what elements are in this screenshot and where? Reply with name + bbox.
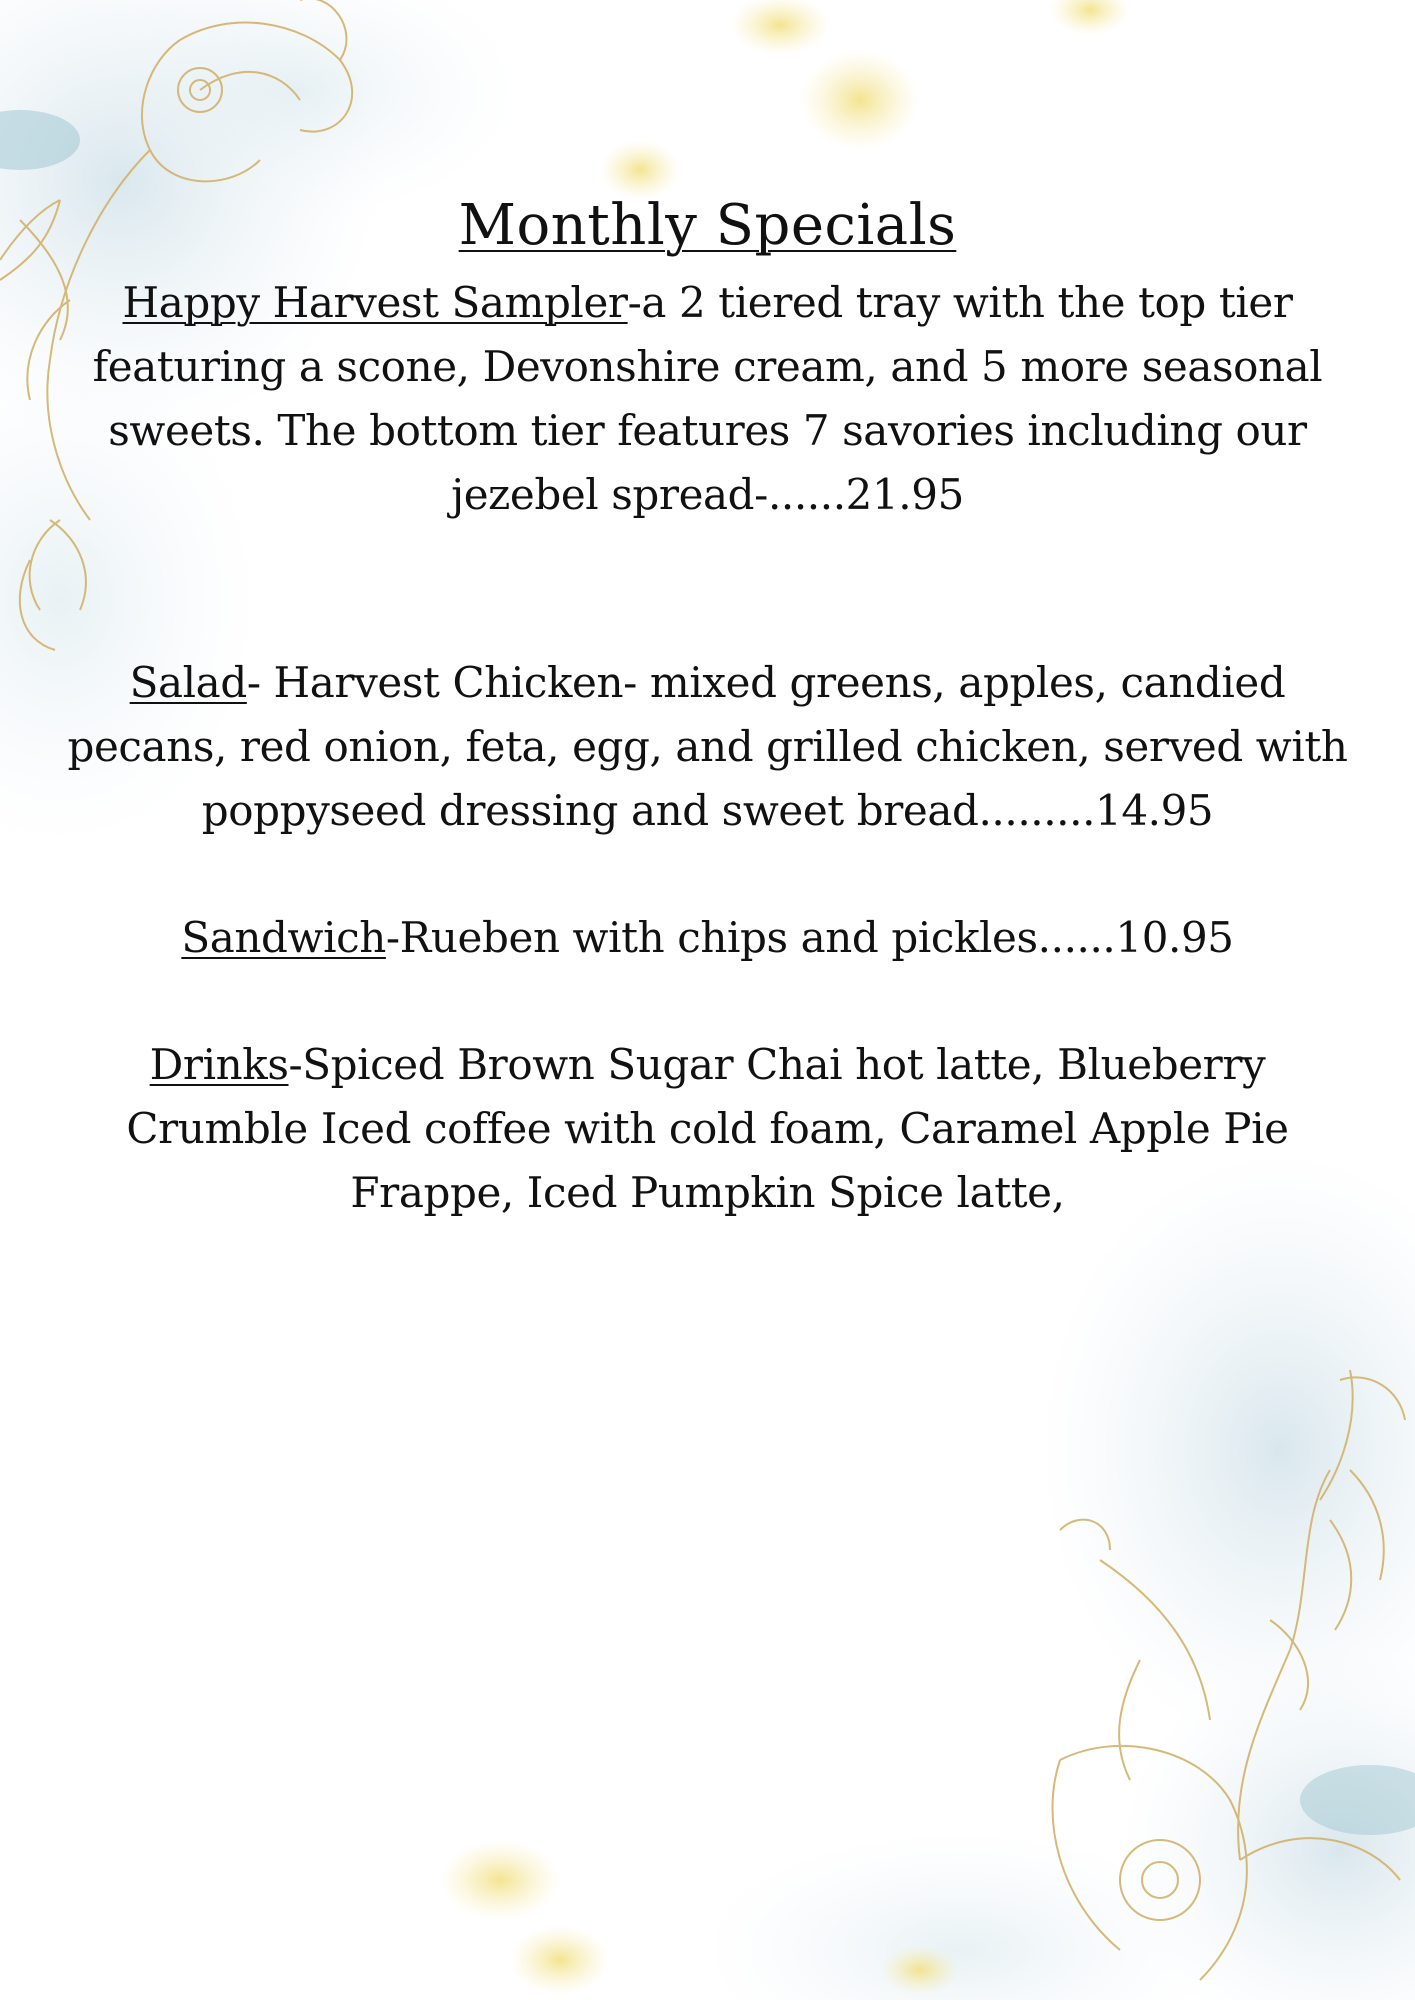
item-label: Drinks [149,1040,289,1089]
menu-item-sandwich [55,906,1360,970]
item-description: - Harvest Chicken- mixed greens, apples, candied pecans, red onion, feta, egg, and grilled chicken, served with poppyseed dressing and sweet bread.........14.95 [67,658,1348,835]
menu-item-drinks [55,1033,1360,1225]
page-title [0,188,1415,264]
menu-item-sampler [55,271,1360,527]
item-description: -Spiced Brown Sugar Chai hot latte, Blueberry Crumble Iced coffee with cold foam, Caramel Apple Pie Frappe, Iced Pumpkin Spice latte, [126,1040,1289,1217]
item-description: -Rueben with chips and pickles......10.95 [385,913,1234,962]
menu-item-salad [55,651,1360,843]
item-label: Happy Harvest Sampler [122,278,628,327]
title-text: Monthly Specials [458,193,957,258]
item-description: -a 2 tiered tray with the top tier featuring a scone, Devonshire cream, and 5 more seasonal sweets. The bottom tier features 7 savories including our jezebel spread-......21.95 [92,278,1323,519]
item-label: Salad [129,658,247,707]
item-label: Sandwich [181,913,386,962]
